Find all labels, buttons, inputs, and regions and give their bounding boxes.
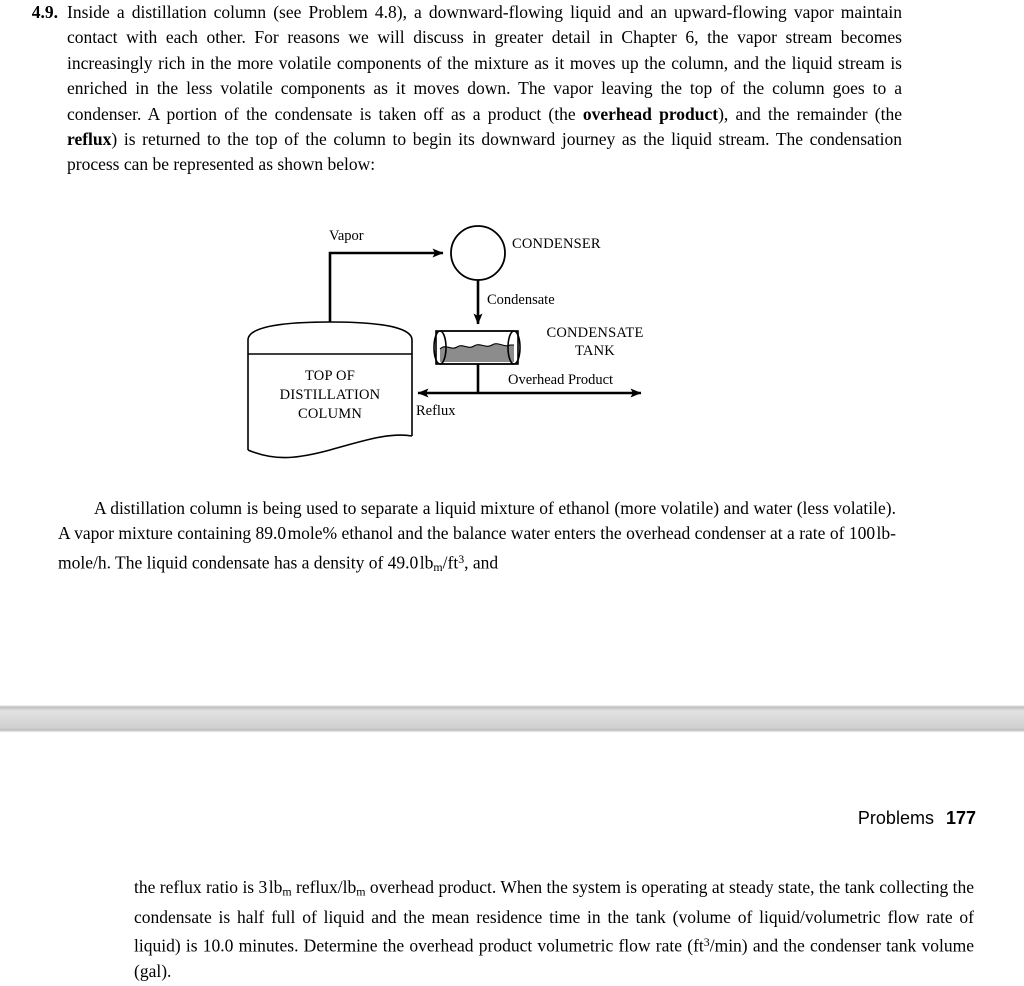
label-reflux: Reflux xyxy=(416,403,456,419)
label-vapor: Vapor xyxy=(329,228,364,244)
label-condenser: CONDENSER xyxy=(512,236,601,252)
label-condensate-tank-line1: CONDENSATE xyxy=(546,325,644,341)
problem-body-text: Inside a distillation column (see Problem 4.8), a downward-flowing liquid and an upward-flowing vapor maintain contact with each other. For reasons we will discuss in greater detail in Chapter 6, the vapor stream becomes increasingly rich in the more volatile components of the mixture as it moves up the column, and the liquid stream is enriched in the less volatile components as it moves down. The vapor leaving the top of the column goes to a condenser. A portion of the condensate is taken off as a product (the overhead product), and the remainder (the reflux) is returned to the top of the column to begin its downward journey as the liquid stream. The condensation process can be represented as shown below: xyxy=(67,2,902,175)
condenser-shape xyxy=(451,226,505,280)
page-number: 177 xyxy=(945,808,976,828)
label-column-line3: COLUMN xyxy=(297,406,363,422)
problem-statement xyxy=(22,0,902,178)
label-condensate: Condensate xyxy=(487,292,555,308)
label-overhead-product: Overhead Product xyxy=(508,372,614,388)
label-column-line2: DISTILLATION xyxy=(279,387,381,403)
problem-number: 4.9. xyxy=(31,2,58,22)
label-column-line1: TOP OF xyxy=(305,368,355,384)
process-flow-diagram xyxy=(0,212,1024,477)
paragraph-conditions: A distillation column is being used to separate a liquid mixture of ethanol (more volatile) and water (less volatile). A vapor mixture containing 89.0 mole% ethanol and the balance water enters the overhead condenser at a rate of 100 lb-mole/h. The liquid condensate has a density of 49.0 $lb_m/ft^3$, and xyxy=(58,498,896,574)
condensate-tank-shape xyxy=(434,331,520,364)
paragraph-question: the reflux ratio is 3 $lb_m$ reflux/$lb_m$ overhead product. When the system is operating at steady state, the tank collecting the condensate is half full of liquid and the mean residence time in the tank (volume of liquid/volumetric flow rate of liquid) is 10.0 minutes. Determine the overhead product volumetric flow rate $(ft^3/\min)$ and the condenser tank volume (gal). xyxy=(134,877,975,982)
vapor-stream-line xyxy=(330,253,443,322)
page-header xyxy=(858,808,976,829)
page-separator-band xyxy=(0,705,1024,733)
label-condensate-tank-line2: TANK xyxy=(575,343,615,359)
page-header-label: Problems xyxy=(857,808,934,828)
